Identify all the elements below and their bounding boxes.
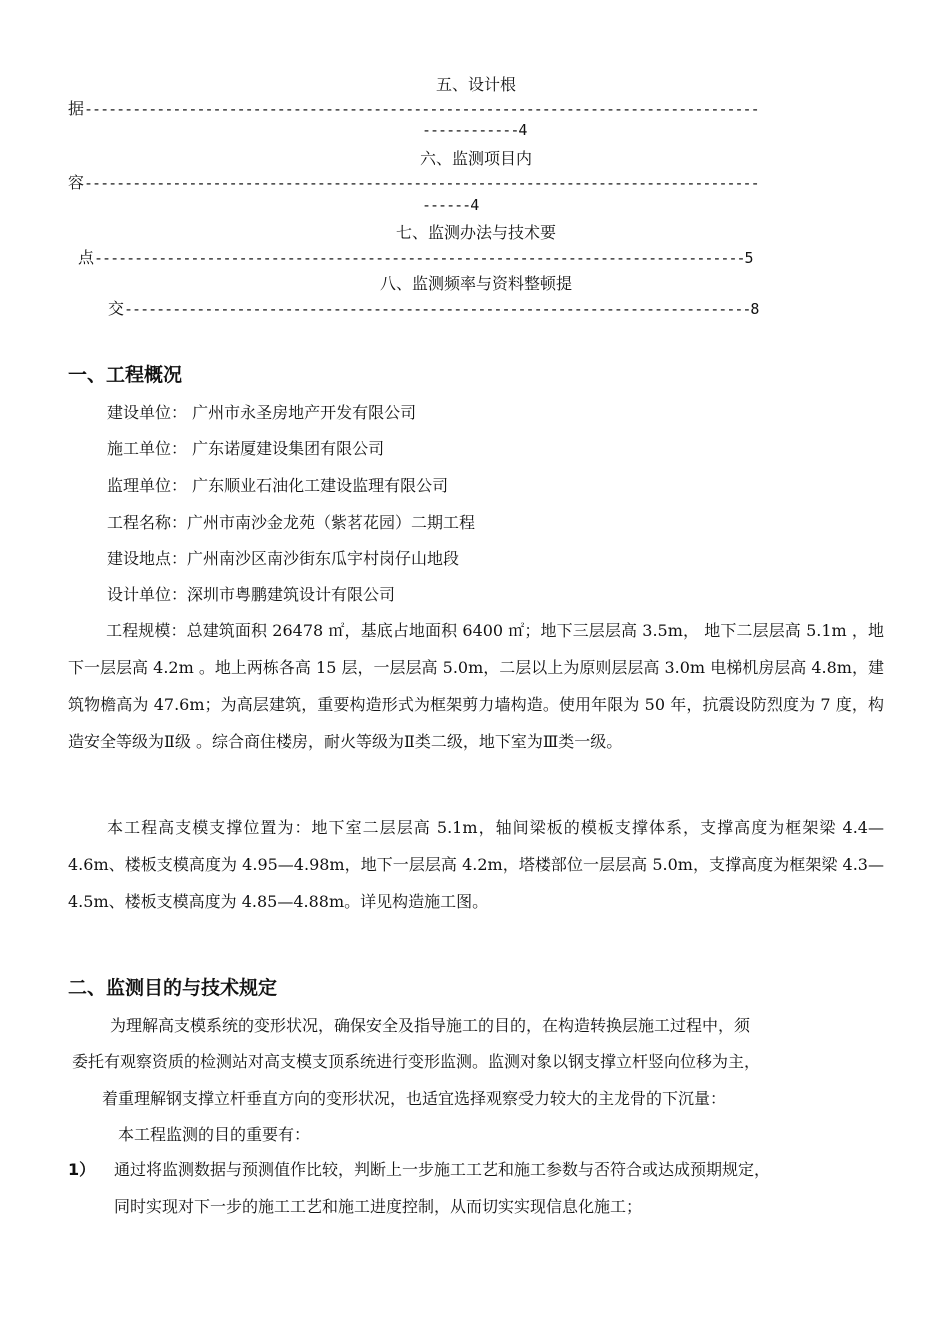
body-line: 着重理解钢支撑立杆垂直方向的变形状况，也适宜选择观察受力较大的主龙骨的下沉量：: [102, 1089, 727, 1108]
section-heading: 一、工程概况: [68, 364, 183, 386]
info-item: 设计单位：深圳市粤鹏建筑设计有限公司: [107, 585, 396, 604]
toc-entry-title: 六、监测项目内: [419, 149, 532, 168]
toc-leader-line: ------------4: [422, 121, 527, 139]
formwork-position-paragraph: 本工程高支模支撑位置为：地下室二层层高 5.1m，轴间梁板的模板支撑体系，支撑高度为框架梁 4.4—4.6m、楼板支模高度为 4.95—4.98m，地下一层层高 4.2m，塔楼部位一层层高 5.0m，支撑高度为框架梁 4.3—4.5m、楼板支模高度为 4.85—4.88m。详见构造施工图。: [68, 818, 884, 911]
toc-entry-title: 八、监测频率与资料整顿提: [379, 274, 572, 293]
info-item: 建设单位： 广州市永圣房地产开发有限公司: [107, 403, 417, 422]
info-item: 工程名称：广州市南沙金龙苑（紫茗花园）二期工程: [107, 513, 476, 532]
toc-leader-line: 点---------------------------------------------------------------------------------5: [78, 248, 753, 267]
body-line: 为理解高支模系统的变形状况，确保安全及指导施工的目的，在构造转换层施工过程中，须: [110, 1016, 751, 1035]
toc-leader-line: ------4: [422, 196, 479, 214]
info-item: 施工单位： 广东诺厦建设集团有限公司: [107, 439, 385, 458]
toc-entry-title: 七、监测办法与技术要: [395, 223, 556, 242]
info-item: 建设地点：广州南沙区南沙街东瓜宇村岗仔山地段: [107, 549, 460, 568]
toc-entry-title: 五、设计根: [435, 75, 516, 94]
list-item-text: 通过将监测数据与预测值作比较，判断上一步施工工艺和施工参数与否符合或达成预期规定，: [114, 1160, 771, 1179]
info-item: 监理单位： 广东顺业石油化工建设监理有限公司: [107, 476, 449, 495]
list-number: 1）: [68, 1160, 96, 1179]
list-item-text: 同时实现对下一步的施工工艺和施工进度控制，从而切实实现信息化施工；: [114, 1197, 643, 1216]
toc-leader-line: 据------------------------------------------------------------------------------------: [68, 99, 759, 118]
body-line: 本工程监测的目的重要有：: [118, 1125, 311, 1144]
project-scale-paragraph: 工程规模：总建筑面积 26478 ㎡，基底占地面积 6400 ㎡；地下三层层高 3.5m， 地下二层层高 5.1m ，地下一层层高 4.2m 。地上两栋各高 15 层，一层层高 5.0m，二层以上为原则层层高 3.0m 电梯机房层高 4.8m，建筑物檐高为 47.6m；为高层建筑，重要构造形式为框架剪力墙构造。使用年限为 50 年，抗震设防烈度为 7 度，构造安全等级为Ⅱ级 。综合商住楼房，耐火等级为Ⅱ类二级，地下室为Ⅲ类一级。: [68, 621, 884, 751]
section-heading: 二、监测目的与技术规定: [68, 977, 278, 999]
body-line: 委托有观察资质的检测站对高支模支顶系统进行变形监测。监测对象以钢支撑立杆竖向位移为主，: [72, 1052, 761, 1071]
toc-leader-line: 交------------------------------------------------------------------------------8: [108, 299, 759, 318]
toc-leader-line: 容------------------------------------------------------------------------------------: [68, 173, 759, 192]
